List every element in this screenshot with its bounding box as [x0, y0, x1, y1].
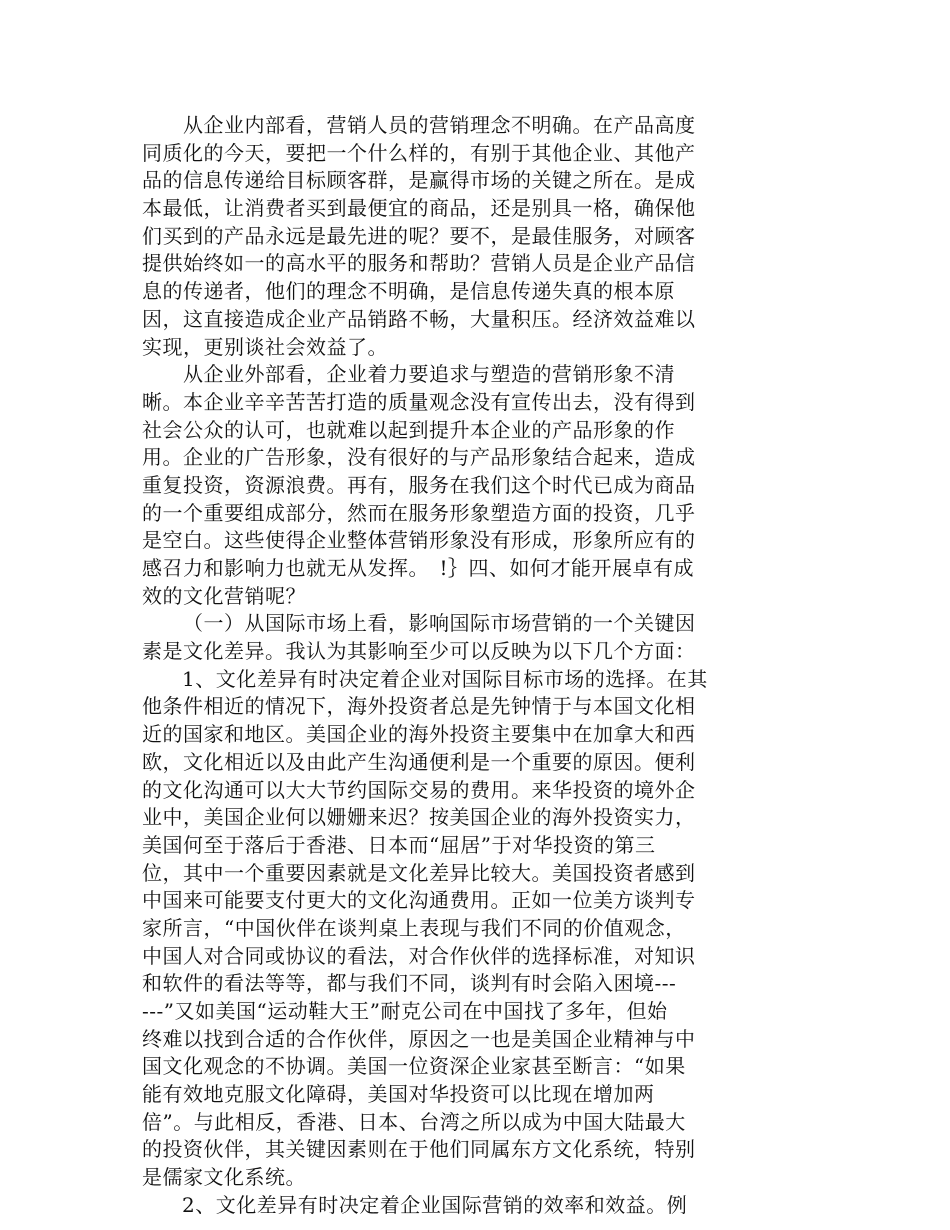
- text-line: 从企业内部看，营销人员的营销理念不明确。在产品高度: [183, 113, 696, 137]
- text-line: 的一个重要组成部分，然而在服务形象塑造方面的投资，几乎: [142, 500, 696, 525]
- text-line: 终难以找到合适的合作伙伴，原因之一也是美国企业精神与中: [142, 1026, 696, 1051]
- text-line: 和软件的看法等等，都与我们不同，谈判有时会陷入困境---: [142, 971, 677, 996]
- text-line: 们买到的产品永远是最先进的呢？要不，是最佳服务，对顾客: [142, 223, 696, 248]
- text-line: 从企业外部看，企业着力要追求与塑造的营销形象不清: [183, 362, 675, 387]
- document-body: [142, 112, 742, 1220]
- text-line: 家所言，“中国伙伴在谈判桌上表现与我们不同的价值观念，: [142, 915, 686, 940]
- text-line: 是空白。这些使得企业整体营销形象没有形成，形象所应有的: [142, 528, 696, 553]
- text-line: 美国何至于落后于香港、日本而“屈居”于对华投资的第三: [142, 832, 656, 857]
- text-line: 近的国家和地区。美国企业的海外投资主要集中在加拿大和西: [142, 722, 696, 747]
- text-line: ---”又如美国“运动鞋大王”耐克公司在中国找了多年，但始: [142, 999, 668, 1023]
- text-line: 1、文化差异有时决定着企业对国际目标市场的选择。在其: [182, 666, 708, 691]
- text-line: 品的信息传递给目标顾客群，是赢得市场的关键之所在。是成: [142, 168, 696, 193]
- text-line: 提供始终如一的高水平的服务和帮助？营销人员是企业产品信: [142, 251, 696, 276]
- text-line: 因，这直接造成企业产品销路不畅，大量积压。经济效益难以: [142, 306, 696, 331]
- text-line: 国文化观念的不协调。美国一位资深企业家甚至断言：“如果: [142, 1054, 686, 1079]
- text-line: 同质化的今天，要把一个什么样的，有别于其他企业、其他产: [142, 140, 696, 165]
- text-line: 业中，美国企业何以姗姗来迟？按美国企业的海外投资实力，: [142, 805, 696, 830]
- text-line: 本最低，让消费者买到最便宜的商品，还是别具一格，确保他: [142, 196, 696, 221]
- text-line: 效的文化营销呢？: [142, 583, 306, 608]
- text-line: 的投资伙伴，其关键因素则在于他们同属东方文化系统，特别: [142, 1137, 696, 1162]
- text-line: 是儒家文化系统。: [142, 1165, 306, 1190]
- text-line: 欧，文化相近以及由此产生沟通便利是一个重要的原因。便利: [142, 749, 696, 774]
- text-line: 社会公众的认可，也就难以起到提升本企业的产品形象的作: [142, 417, 675, 442]
- text-line: 晰。本企业辛辛苦苦打造的质量观念没有宣传出去，没有得到: [142, 389, 696, 414]
- text-line: 2、文化差异有时决定着企业国际营销的效率和效益。例: [182, 1192, 688, 1217]
- text-line: （一）从国际市场上看，影响国际市场营销的一个关键因: [183, 611, 696, 636]
- text-line: 位，其中一个重要因素就是文化差异比较大。美国投资者感到: [142, 860, 696, 885]
- text-line: 重复投资，资源浪费。再有，服务在我们这个时代已成为商品: [142, 472, 696, 497]
- text-line: 素是文化差异。我认为其影响至少可以反映为以下几个方面：: [142, 639, 696, 664]
- text-line: 感召力和影响力也就无从发挥。 !｝四、如何才能开展卓有成: [142, 556, 695, 580]
- text-line: 中国人对合同或协议的看法，对合作伙伴的选择标准，对知识: [142, 943, 696, 968]
- text-line: 他条件相近的情况下，海外投资者总是先钟情于与本国文化相: [142, 694, 696, 719]
- text-line: 实现，更别谈社会效益了。: [142, 334, 388, 359]
- text-line: 倍”。与此相反，香港、日本、台湾之所以成为中国大陆最大: [142, 1109, 686, 1134]
- text-line: 的文化沟通可以大大节约国际交易的费用。来华投资的境外企: [142, 777, 696, 802]
- text-line: 能有效地克服文化障碍，美国对华投资可以比现在增加两: [142, 1082, 655, 1107]
- text-line: 息的传递者，他们的理念不明确，是信息传递失真的根本原: [142, 279, 675, 304]
- text-line: 用。企业的广告形象，没有很好的与产品形象结合起来，造成: [142, 445, 696, 470]
- text-line: 中国来可能要支付更大的文化沟通费用。正如一位美方谈判专: [142, 888, 696, 913]
